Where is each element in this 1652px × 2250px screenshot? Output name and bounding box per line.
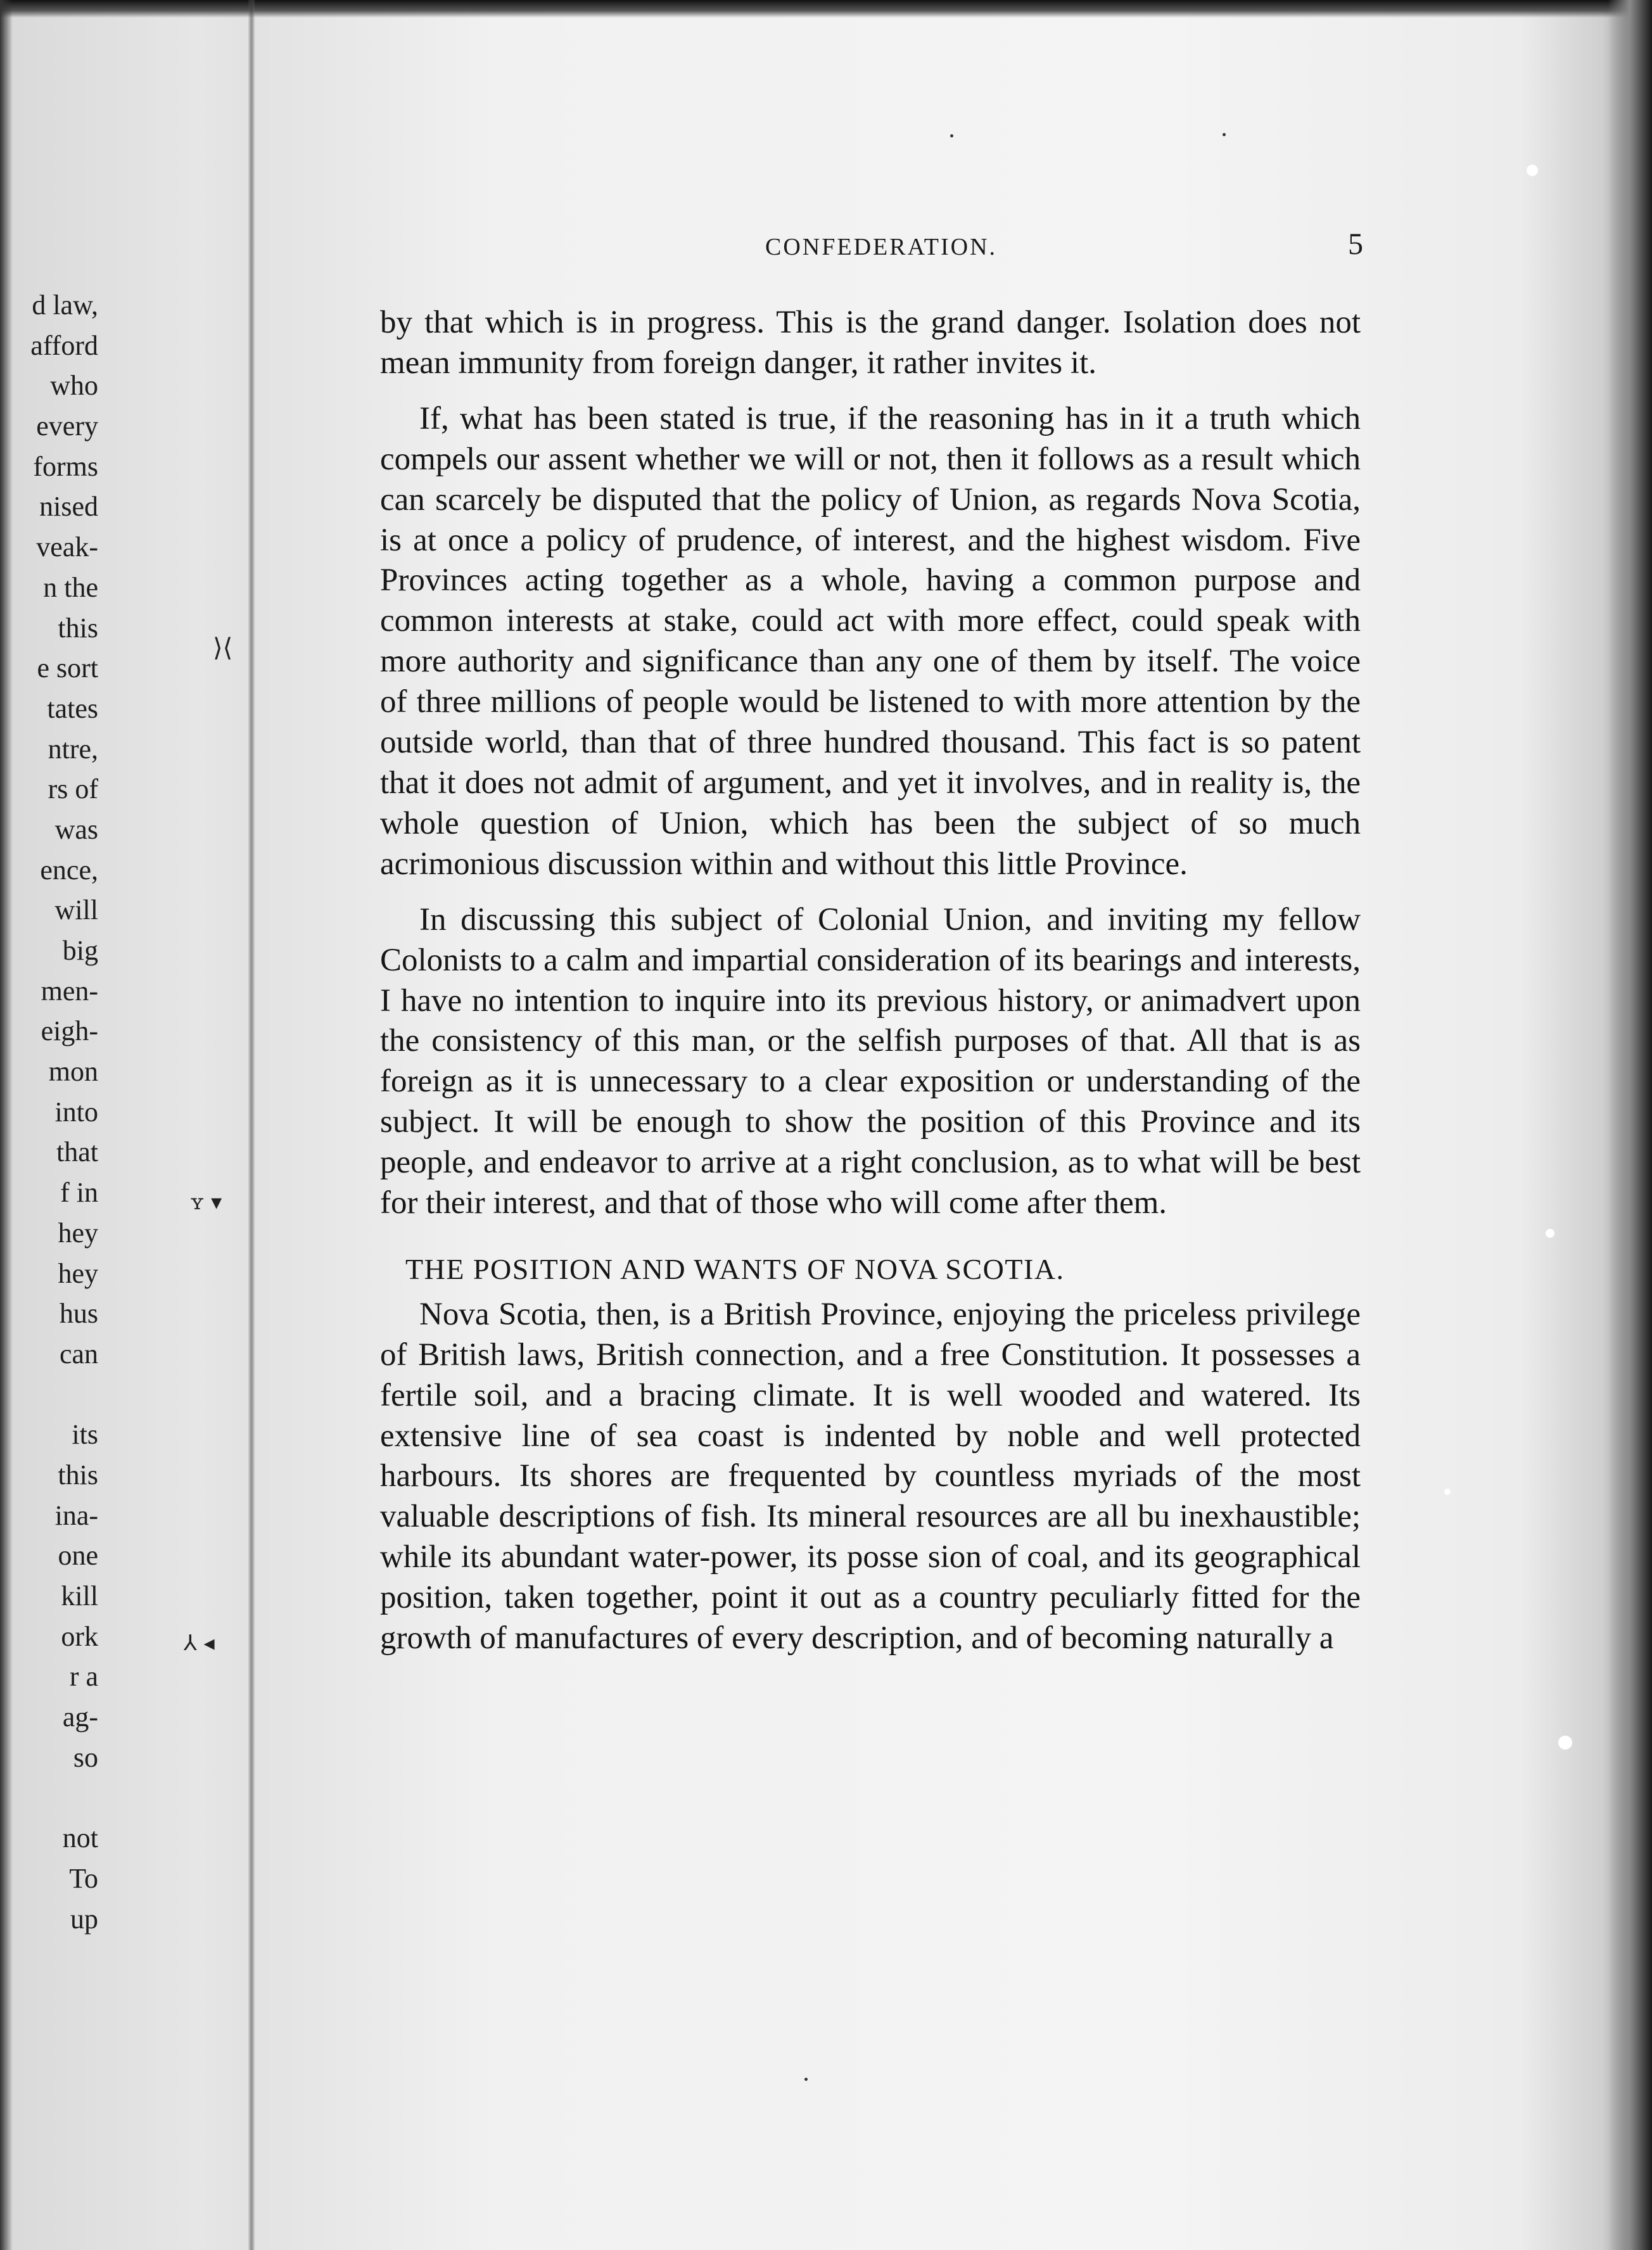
scan-speck [1546,1229,1554,1238]
facing-page-line: d law, [32,289,98,321]
facing-page-line: this [58,612,98,644]
facing-page-line: n the [43,571,98,603]
facing-page-line: so [73,1741,98,1773]
binding-mark: ⅄ ◂ [184,1630,215,1656]
scan-speck [804,2078,808,2081]
facing-page-line: ina- [54,1499,98,1531]
facing-page-line: its [72,1419,98,1451]
scan-speck [1527,165,1538,176]
facing-page-line: hey [58,1257,98,1289]
facing-page-line: ntre, [48,733,98,765]
binding-mark: ʏ ▾ [190,1190,222,1215]
facing-page-line: not [62,1822,98,1854]
facing-page-line: men- [41,975,98,1007]
facing-page-line: ence, [40,854,98,886]
facing-page-fragment [0,285,98,1939]
facing-page-line: eigh- [41,1015,98,1047]
facing-page-line: afford [30,329,98,361]
facing-page-line: who [50,370,98,402]
facing-page-line: every [36,410,98,442]
facing-page-line: ag- [62,1701,98,1733]
facing-page-line: tates [47,692,98,724]
facing-page-line: ork [61,1620,98,1652]
body-paragraph: In discussing this subject of Colonial Union, and inviting my fellow Colonists to a calm and impartial consideration of its bearings and interests, I have no intention to inquire into its previous history, or animadvert upon the consistency of this man, or the selfish purposes of that. All that is as foreign as it is unnecessary to a clear exposition or understanding of the subject. It will be enough to show the position of this Province and its people, and endeavor to arrive at a right conclusion, as to what will be best for their interest, and that of those who will come after them. [380,901,1361,1221]
section-heading: THE POSITION AND WANTS OF NOVA SCOTIA. [405,1252,1065,1285]
scan-speck [1223,133,1226,136]
scan-speck [950,134,953,137]
page-body [380,303,1361,1659]
facing-page-line: forms [33,450,98,482]
facing-page-line: mon [48,1056,98,1088]
binding-mark: ⟩⟨ [213,633,233,663]
facing-page-line: into [54,1096,98,1128]
scan-speck [1444,1489,1451,1495]
facing-page-line: rs of [48,773,98,805]
facing-page-line: veak- [36,531,98,563]
facing-page-line: up [70,1903,98,1935]
facing-page-line: will [54,894,98,926]
facing-page-line: one [58,1540,98,1572]
running-head: CONFEDERATION. [765,234,998,260]
book-gutter [248,0,255,2250]
facing-page-line [0,1375,98,1415]
page-right-edge [1608,0,1652,2250]
page-number: 5 [1348,227,1363,261]
facing-page-line: f in [60,1177,98,1209]
scan-speck [1558,1736,1572,1750]
facing-page-line: kill [61,1580,98,1611]
facing-page-line: was [54,813,98,845]
facing-page-line: r a [69,1661,98,1693]
facing-page-line [0,1777,98,1818]
facing-page-line: can [59,1338,98,1370]
body-paragraph: by that which is in progress. This is the grand danger. Isolation does not mean immunity from foreign danger, it rather invites it. [380,305,1361,381]
facing-page-line: hus [59,1298,98,1330]
facing-page-line: this [58,1459,98,1490]
facing-page-line: nised [39,491,98,523]
facing-page-line: that [56,1136,98,1168]
body-paragraph: Nova Scotia, then, is a British Province, enjoying the priceless privilege of British laws, British connection, and a free Constitution. It possesses a fertile soil, and a bracing climate. It is well wooded and watered. Its extensive line of sea coast is indented by noble and well protected harbours. Its shores are frequented by countless myriads of the most valuable descriptions of fish. Its mineral resources are all bu inexhaustible; while its abundant water-power, its posse sion of coal, and its geographical position, taken together, point it out as a country peculiarly fitted for the growth of manufactures of every description, and of becoming naturally a [380,1296,1361,1656]
facing-page-line: big [62,935,98,966]
body-paragraph: If, what has been stated is true, if the reasoning has in it a truth which compels our assent whether we will or not, then it follows as a result which can scarcely be disputed that the policy of Union, as regards Nova Scotia, is at once a policy of prudence, of interest, and the highest wisdom. Five Provinces acting together as a whole, having a common purpose and common interests at stake, could act with more effect, could speak with more authority and significance than any one of them by itself. The voice of three millions of people would be listened to with more attention by the outside world, than that of three hundred thousand. This fact is so patent that it does not admit of argument, and yet it involves, and in reality is, the whole question of Union, which has been the subject of so much acrimonious discussion within and without this little Province. [380,400,1361,882]
facing-page-line: e sort [37,652,98,684]
facing-page-line: hey [58,1217,98,1249]
facing-page-line: To [69,1862,98,1894]
